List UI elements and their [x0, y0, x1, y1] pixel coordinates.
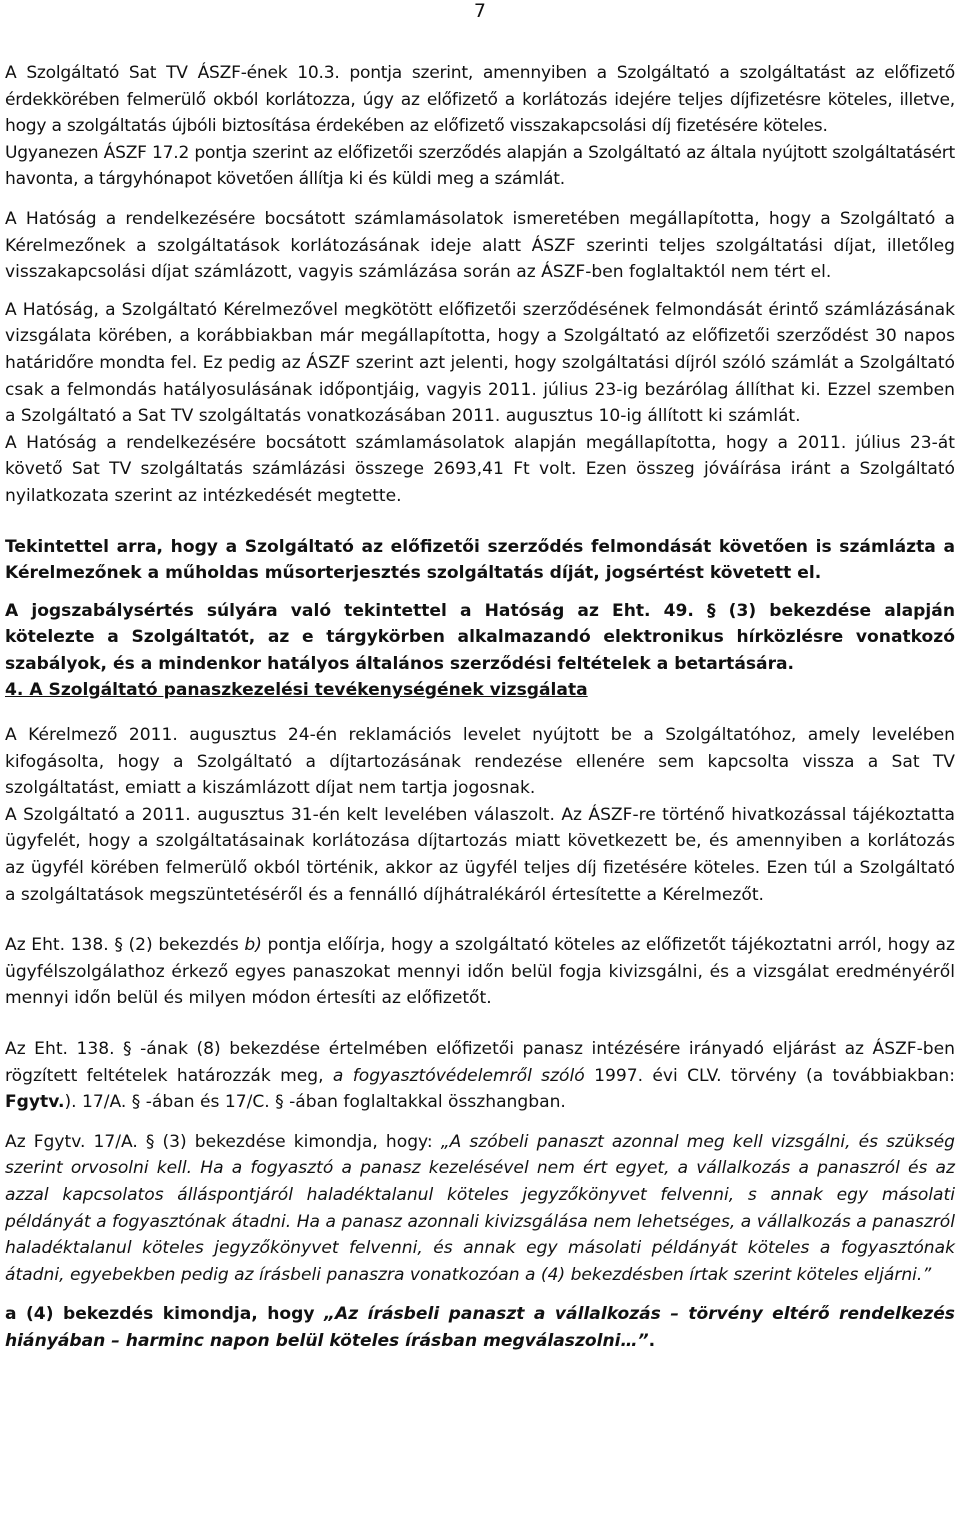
italic-text: b)	[244, 935, 262, 956]
document-body	[5, 60, 955, 1355]
paragraph-text: .	[648, 1330, 656, 1351]
paragraph-text: ). 17/A. § -ában és 17/C. § -ában foglaltakkal összhangban.	[64, 1092, 566, 1113]
section-title: 4. A Szolgáltató panaszkezelési tevékenységének vizsgálata	[5, 680, 588, 701]
paragraph-eht-138-8	[5, 1036, 955, 1116]
paragraph-text: Az Eht. 138. § (2) bekezdés	[5, 935, 245, 956]
paragraph-text: pontja előírja, hogy a szolgáltató köteles az előfizetőt tájékoztatni arról, hogy az ügyfélszolgálathoz érkező egyes panaszokat mennyi időn belül fogja kivizsgálni, és a vizsgálat eredményéről mennyi időn belül és milyen módon értesíti az előfizetőt.	[5, 935, 956, 1009]
paragraph-jogsertes: Tekintettel arra, hogy a Szolgáltató az előfizetői szerződés felmondását követően is számlázta a Kérelmezőnek a műholdas műsorterjesztés szolgáltatás díját, jogsértést követett el.	[5, 536, 955, 584]
paragraph-text: A Kérelmező 2011. augusztus 24-én reklamációs levelet nyújtott be a Szolgáltatóhoz, amely levelében kifogásolta, hogy a Szolgáltató a díjtartozásának rendezése ellenére sem kapcsolta vissza a Sat TV szolgáltatást, emiatt a kiszámlázott díjat nem tartja jogosnak.	[5, 725, 955, 799]
bold-text: Fgytv.	[5, 1092, 65, 1113]
paragraph-text: a (4) bekezdés kimondja, hogy	[5, 1304, 325, 1325]
paragraph-aszf-10-3	[5, 60, 955, 193]
paragraph-text: A Szolgáltató a 2011. augusztus 31-én kelt levelében válaszolt. Az ÁSZF-re történő hivatkozással tájékoztatta ügyfelét, hogy a szolgáltatásainak korlátozása díjtartozás miatt következett be, és amennyiben a korlátozás az ügyfél körében felmerülő okból történik, akkor az ügyfél teljes díj fizetésére köteles. Ezen túl a Szolgáltató a szolgáltatások megszüntetéséről és a fennálló díjhátralékáról értesítette a Kérelmezőt.	[5, 804, 955, 905]
page-number: 7	[473, 0, 486, 22]
italic-text: „A szóbeli panaszt azonnal meg kell vizsgálni, és szükség szerint orvosolni kell. Ha a fogyasztó a panasz kezelésével nem ért egyet, a vállalkozás a panaszról és az azzal kapcsolatos álláspontjáról haladéktalanul köteles jegyzőkönyvet felvenni, s annak egy másolati példányát a fogyasztónak átadni. Ha a panasz azonnali kivizsgálása nem lehetséges, a vállalkozás a panaszról haladéktalanul köteles jegyzőkönyvet felvenni, és annak egy másolati példányát köteles a fogyasztónak átadni, egyebekben pedig az írásbeli panaszra vonatkozóan a (4) bekezdésben írtak szerint köteles eljárni.”	[5, 1131, 956, 1285]
paragraph-szamlamasolatok: A Hatóság a rendelkezésére bocsátott számlamásolatok ismeretében megállapította, hogy a Szolgáltató a Kérelmezőnek a szolgáltatások korlátozásának ideje alatt ÁSZF szerinti teljes szolgáltatási díjat, illetőleg visszakapcsolási díjat számlázott, vagyis számlázása során az ÁSZF-ben foglaltaktól nem tért el.	[5, 208, 955, 283]
paragraph-bekezdes-4	[5, 1301, 955, 1354]
paragraph-eht-138-2	[5, 932, 955, 1012]
paragraph-text: Az Eht. 138. § -ának (8) bekezdése értelmében előfizetői panasz intézésére irányadó eljárást az ÁSZF-ben rögzített feltételek határozzák meg,	[5, 1039, 955, 1086]
paragraph-reklamacio	[5, 722, 955, 908]
paragraph-felmondas-szamlazas: A Hatóság, a Szolgáltató Kérelmezővel megkötött előfizetői szerződésének felmondását érintő számlázásának vizsgálata körében, a korábbiakban már megállapította, hogy a Szolgáltató az előfizetői szerződést 30 napos határidőre mondta fel. Ez pedig az ÁSZF szerint azt jelenti, hogy szolgáltatási díjról szóló számlát a Szolgáltató csak a felmondás hatályosulásának időpontjáig, vagyis 2011. július 23-ig bezárólag állíthat ki. Ezzel szemben a Szolgáltató a Sat TV szolgáltatás vonatkozásában 2011. augusztus 10-ig állított ki számlát.	[5, 299, 955, 427]
paragraph-text: A Szolgáltató Sat TV ÁSZF-ének 10.3. pontja szerint, amennyiben a Szolgáltató a szolgáltatást az előfizető érdekkörében felmerülő okból korlátozza, úgy az előfizető a korlátozás idejére teljes díjfizetésre köteles, illetve, hogy a szolgáltatás újbóli biztosítása érdekében az előfizető visszakapcsolási díj fizetésére köteles.	[5, 63, 955, 137]
paragraph-text: Ugyanezen ÁSZF 17.2 pontja szerint az előfizetői szerződés alapján a Szolgáltató az általa nyújtott szolgáltatásért havonta, a tárgyhónapot követően állítja ki és küldi meg a számlát.	[5, 142, 955, 190]
italic-text: „Az írásbeli panaszt a vállalkozás – törvény eltérő rendelkezés hiányában – harminc napon belül köteles írásban megválaszolni…”	[5, 1304, 955, 1351]
paragraph-text: Az Fgytv. 17/A. § (3) bekezdése kimondja, hogy:	[5, 1131, 441, 1152]
paragraph-text: 1997. évi CLV. törvény (a továbbiakban:	[584, 1065, 955, 1086]
paragraph-kotelezes: A jogszabálysértés súlyára való tekintettel a Hatóság az Eht. 49. § (3) bekezdése alapján kötelezte a Szolgáltatót, az e tárgykörben alkalmazandó elektronikus hírközlésre vonatkozó szabályok, és a mindenkor hatályos általános szerződési feltételek a betartására.	[5, 600, 955, 674]
paragraph-fgytv-17a-3	[5, 1129, 955, 1289]
italic-text: a fogyasztóvédelemről szóló	[332, 1065, 585, 1086]
paragraph-jovairas: A Hatóság a rendelkezésére bocsátott számlamásolatok alapján megállapította, hogy a 2011. július 23-át követő Sat TV szolgáltatás számlázási összege 2693,41 Ft volt. Ezen összeg jóváírása iránt a Szolgáltató nyilatkozata szerint az intézkedését megtette.	[5, 432, 955, 506]
